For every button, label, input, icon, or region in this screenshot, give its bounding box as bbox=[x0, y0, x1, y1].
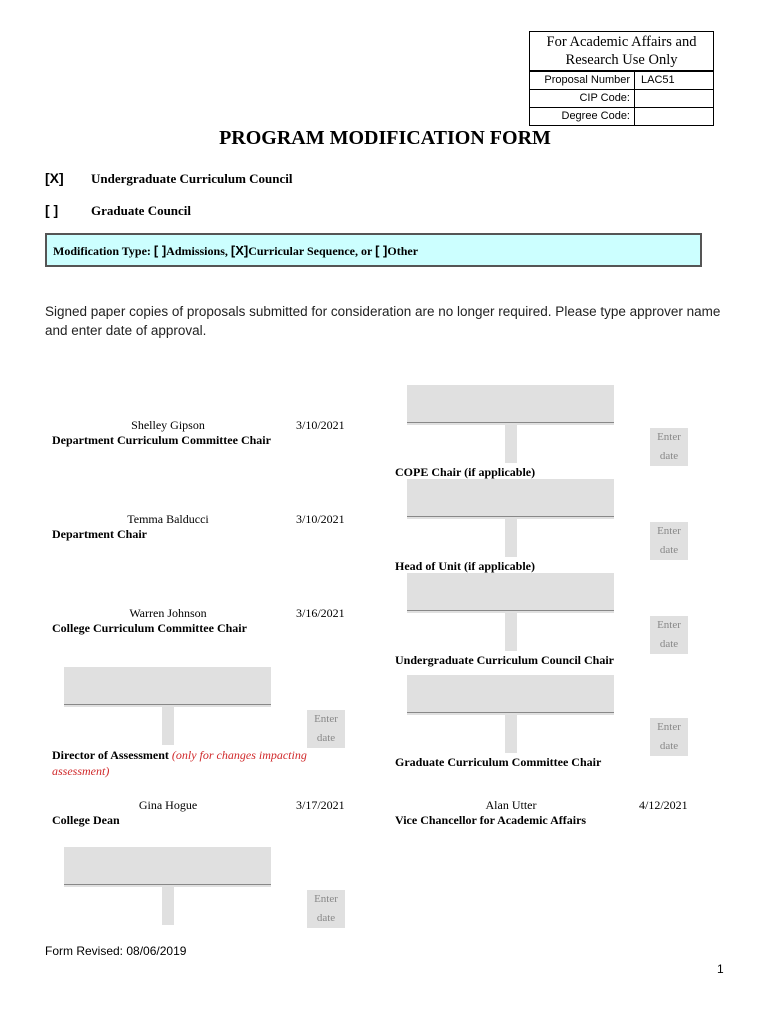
grad-council-label: Graduate Council bbox=[91, 203, 192, 218]
dept-chair-role: Department Chair bbox=[52, 527, 147, 541]
cope-chair-role: COPE Chair (if applicable) bbox=[395, 465, 536, 479]
grad-committee-chair-name-stem[interactable] bbox=[505, 715, 517, 753]
admissions-checkbox[interactable]: [ ] bbox=[153, 243, 167, 258]
proposal-number-row bbox=[530, 71, 713, 89]
director-assessment-date-field[interactable] bbox=[307, 710, 345, 748]
enter-date-text: date bbox=[659, 740, 679, 752]
director-assessment-note: (only for changes impacting assessment) bbox=[52, 748, 307, 778]
head-of-unit-role: Head of Unit (if applicable) bbox=[395, 559, 535, 573]
modification-type-label: Modification Type: bbox=[53, 244, 154, 258]
dept-curriculum-chair-date[interactable]: 3/10/2021 bbox=[296, 418, 345, 432]
other-label: Other bbox=[387, 244, 419, 258]
form-revised-text: Form Revised: 08/06/2019 bbox=[45, 944, 187, 958]
proposal-number-value[interactable]: LAC51 bbox=[641, 74, 675, 86]
head-of-unit-date-field[interactable] bbox=[650, 522, 688, 560]
page-number: 1 bbox=[717, 962, 724, 976]
dept-curriculum-chair-role: Department Curriculum Committee Chair bbox=[52, 433, 271, 447]
dept-chair-date[interactable]: 3/10/2021 bbox=[296, 512, 345, 526]
instructions-text: Signed paper copies of proposals submitted for consideration are no longer required. Please type approver name and enter date of approval. bbox=[45, 304, 721, 338]
cip-code-row bbox=[530, 89, 713, 107]
ucc-chair-name-field[interactable] bbox=[407, 573, 614, 613]
ucc-chair-name-stem[interactable] bbox=[505, 613, 517, 651]
college-curriculum-chair-name[interactable]: Warren Johnson bbox=[129, 606, 207, 620]
college-dean-role: College Dean bbox=[52, 813, 120, 827]
vice-chancellor-date[interactable]: 4/12/2021 bbox=[639, 798, 688, 812]
curricular-sequence-checkbox[interactable]: [X] bbox=[230, 243, 249, 258]
other-checkbox[interactable]: [ ] bbox=[375, 243, 388, 258]
degree-code-row bbox=[530, 107, 713, 125]
undergrad-council-label: Undergraduate Curriculum Council bbox=[91, 171, 293, 186]
director-assessment-role-label: Director of Assessment bbox=[52, 748, 172, 762]
college-dean-date[interactable]: 3/17/2021 bbox=[296, 798, 345, 812]
vice-chancellor-name[interactable]: Alan Utter bbox=[485, 798, 537, 812]
enter-date-text: date bbox=[659, 638, 679, 650]
dept-curriculum-chair-name[interactable]: Shelley Gipson bbox=[131, 418, 205, 432]
college-curriculum-chair-date[interactable]: 3/16/2021 bbox=[296, 606, 345, 620]
extra-name-stem[interactable] bbox=[162, 887, 174, 925]
enter-date-text: date bbox=[316, 732, 336, 744]
grad-committee-chair-role: Graduate Curriculum Committee Chair bbox=[395, 755, 602, 769]
enter-date-text: Enter bbox=[657, 525, 681, 537]
modification-type-box bbox=[45, 233, 702, 267]
proposal-number-label: Proposal Number bbox=[530, 72, 635, 89]
cip-code-label: CIP Code: bbox=[530, 90, 635, 107]
director-assessment-role bbox=[52, 747, 352, 779]
enter-date-text: Enter bbox=[657, 721, 681, 733]
office-use-header: For Academic Affairs and Research Use Only bbox=[530, 32, 713, 71]
cope-chair-date-field[interactable] bbox=[650, 428, 688, 466]
enter-date-text: date bbox=[316, 912, 336, 924]
director-assessment-name-field[interactable] bbox=[64, 667, 271, 707]
enter-date-text: date bbox=[659, 544, 679, 556]
degree-code-label: Degree Code: bbox=[530, 108, 635, 125]
grad-council-checkbox[interactable]: [ ] bbox=[45, 202, 59, 218]
enter-date-text: Enter bbox=[657, 431, 681, 443]
enter-date-text: date bbox=[659, 450, 679, 462]
dept-chair-name[interactable]: Temma Balducci bbox=[127, 512, 209, 526]
grad-committee-chair-name-field[interactable] bbox=[407, 675, 614, 715]
page-title: PROGRAM MODIFICATION FORM bbox=[219, 127, 551, 149]
ucc-chair-role: Undergraduate Curriculum Council Chair bbox=[395, 653, 614, 667]
head-of-unit-name-stem[interactable] bbox=[505, 519, 517, 557]
vice-chancellor-role: Vice Chancellor for Academic Affairs bbox=[395, 813, 587, 827]
cip-code-value[interactable] bbox=[635, 90, 713, 107]
enter-date-text: Enter bbox=[314, 893, 338, 905]
ucc-chair-date-field[interactable] bbox=[650, 616, 688, 654]
degree-code-value[interactable] bbox=[635, 108, 713, 125]
extra-name-field[interactable] bbox=[64, 847, 271, 887]
enter-date-text: Enter bbox=[657, 619, 681, 631]
cope-chair-name-field[interactable] bbox=[407, 385, 614, 425]
college-dean-name[interactable]: Gina Hogue bbox=[138, 798, 198, 812]
enter-date-text: Enter bbox=[314, 713, 338, 725]
office-use-box bbox=[529, 31, 714, 126]
college-curriculum-chair-role: College Curriculum Committee Chair bbox=[52, 621, 247, 635]
admissions-label: Admissions, bbox=[166, 244, 231, 258]
cope-chair-name-stem[interactable] bbox=[505, 425, 517, 463]
curricular-sequence-label: Curricular Sequence, or bbox=[248, 244, 376, 258]
grad-committee-chair-date-field[interactable] bbox=[650, 718, 688, 756]
head-of-unit-name-field[interactable] bbox=[407, 479, 614, 519]
undergrad-council-checkbox[interactable]: [X] bbox=[45, 170, 64, 186]
extra-date-field[interactable] bbox=[307, 890, 345, 928]
director-assessment-name-stem[interactable] bbox=[162, 707, 174, 745]
